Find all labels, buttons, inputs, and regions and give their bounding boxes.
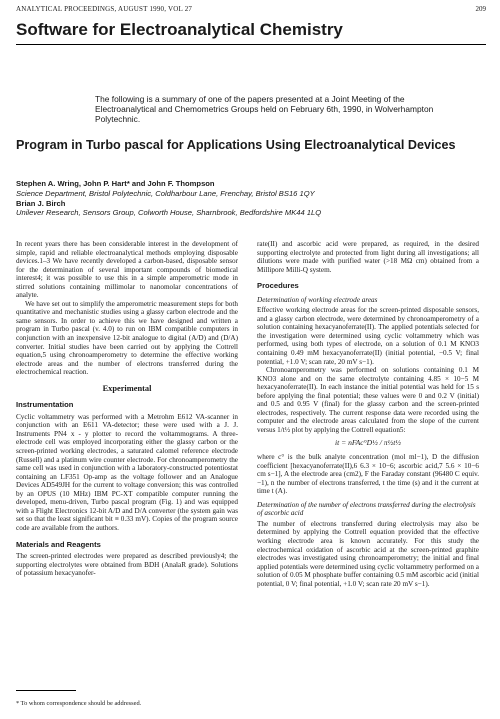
author-affiliation: Unilever Research, Sensors Group, Colworth House, Sharnbrook, Bedfordshire MK44 1LQ [16, 208, 322, 218]
author-names: Brian J. Birch [16, 198, 66, 208]
journal-header: ANALYTICAL PROCEEDINGS, AUGUST 1990, VOL 27 [16, 5, 193, 13]
section-heading: Experimental [102, 383, 152, 393]
subsubsection-heading: Determination of the number of electrons transferred during the electrolysis of ascorbic acid [257, 500, 476, 518]
paragraph: We have set out to simplify the amperometric measurement steps for both quantitative and mechanistic studies using a glassy carbon electrode and the same sensors. In order to achieve this we have designed and written a program in Turbo pascal (v. 4.0) to run on IBM compatible computers in conjunction with an inexpensive 12-bit analogue to digital (A/D) and (D/A) converter. Initial studies have been carried out by applying the Cottrell equation,5 using chronoamperometry to determine the effective working electrode areas and the number of electrons transferred during the electrochemical reaction. [16, 299, 238, 377]
page-number: 209 [475, 5, 486, 13]
paper-title: Program in Turbo pascal for Applications Using Electroanalytical Devices [16, 138, 456, 152]
paragraph: Cyclic voltammetry was performed with a Metrohm E612 VA-scanner in conjunction with an E611 VA-detector; these were used with a J. J. Instruments PN4 x - y plotter to record the voltammograms. A three-electrode cell was employed incorporating either the glassy carbon or the screen-printed working electrodes, a saturated calomel reference electrode (Russell) and a platinum wire counter electrode. For chronoamperometry the same cell was used in conjunction with a laboratory-constructed potentiostat containing an LF351 Op-amp as the voltage follower and an Analogue Devices AD549JH for the current to voltage conversion; this was controlled by an OPUS (10 MHz) IBM PC-XT compatible computer running the developed, menu-driven, Turbo pascal program (Fig. 1) and was equipped with a Flight Electronics 12-bit A/D and D/A converter (the system gain was set so that the least significant bit ≡ 0.33 mV). Copies of the program source code are available from the authors. [16, 412, 238, 532]
cottrell-equation: it = nFAc°D½ / π½t½ [334, 438, 402, 448]
author-affiliation: Science Department, Bristol Polytechnic, Coldharbour Lane, Frenchay, Bristol BS16 1QY [16, 188, 315, 198]
author-names: Stephen A. Wring, John P. Hart* and John F. Thompson [16, 179, 215, 188]
footnote-rule [16, 690, 76, 691]
paragraph: The screen-printed electrodes were prepared as described previously4; the supporting electrolytes were obtained from BDH (AnalaR grade). Solutions of potassium hexacyanofer- [16, 552, 238, 578]
subsubsection-heading: Determination of working electrode areas [257, 295, 378, 304]
paragraph: rate(II) and ascorbic acid were prepared, as required, in the desired supporting electrolyte and protected from light during all investigations; all dilutions were made with purified water (>18 MΩ cm) obtained from a Millipore Milli-Q system. [257, 240, 479, 274]
left-column [16, 240, 238, 578]
paragraph: where c° is the bulk analyte concentration (mol ml−1), D the diffusion coefficient [hexacyanoferrate(II),6 6.3 × 10−6; ascorbic acid,7 5.6 × 10−6 cm s−1], A the electrode area (cm2), F the Faraday constant (96480 C equiv.−1), n the number of electrons transferred, t the time (s) and it the current at time t (A). [257, 453, 479, 496]
subsection-heading: Procedures [257, 281, 299, 291]
paragraph: The number of electrons transferred during electrolysis may also be determined by applying the Cottrell equation provided that the effective working electrode area is known accurately. For this study the electrochemical oxidation of ascorbic acid at the screen-printed graphite electrodes was investigated using chronoamperometry; the initial and final applied potentials were determined using cyclic voltammetry performed on a solution of 0.05 M phosphate buffer containing 0.5 mM ascorbic acid (initial potential, 0 V; final potential, +1.0 V; scan rate 20 mV s−1). [257, 519, 479, 588]
subsection-heading: Materials and Reagents [16, 539, 101, 549]
paragraph: In recent years there has been considerable interest in the development of simple, rapid and reliable electroanalytical methods employing disposable devices.1–3 We have recently developed a carbon-based, disposable sensor for the determination of several important compounds of biomedical interest4; it was possible to use this in a simple amperometric mode in stirred solutions containing millimolar to nanomolar concentrations of analyte. [16, 240, 238, 300]
author-block [16, 179, 486, 218]
title-rule [16, 44, 486, 45]
footnote: * To whom correspondence should be addressed. [16, 700, 142, 707]
paragraph: Chronoamperometry was performed on solutions containing 0.1 M KNO3 alone and on the same electrolyte containing 4.85 × 10−5 M hexacyanoferrate(II). In each instance the initial potential was held for 15 s before applying the final potential; these values were 0 and 0.2 V (initial) and 0.5 and 0.95 V (final) for the glassy carbon and the screen-printed electrodes, respectively. The current response data were recorded using the computer and the electrode areas calculated from the slope of the current versus 1/t½ plot by applying the Cottrell equation5: [257, 366, 479, 434]
section-title: Software for Electroanalytical Chemistry [16, 20, 343, 39]
right-column [257, 240, 479, 588]
paragraph: Effective working electrode areas for the screen-printed disposable sensors, and a glassy carbon electrode, were determined by chronoamperometry of a solution containing hexacyanoferrate(II). The applied potentials selected for the investigation were determined using cyclic voltammetry which was performed, using both types of electrode, on a solution of 0.1 M KNO3 containing 0.49 mM hexacyanoferrate(II) (initial potential, −0.5 V; final potential, +1.0 V; scan rate, 20 mV s−1). [257, 306, 479, 366]
subsection-heading: Instrumentation [16, 400, 74, 410]
summary: The following is a summary of one of the papers presented at a Joint Meeting of the Electroanalytical and Chemometrics Groups held on February 6th, 1990, in Wolverhampton Polytechnic. [95, 94, 434, 125]
